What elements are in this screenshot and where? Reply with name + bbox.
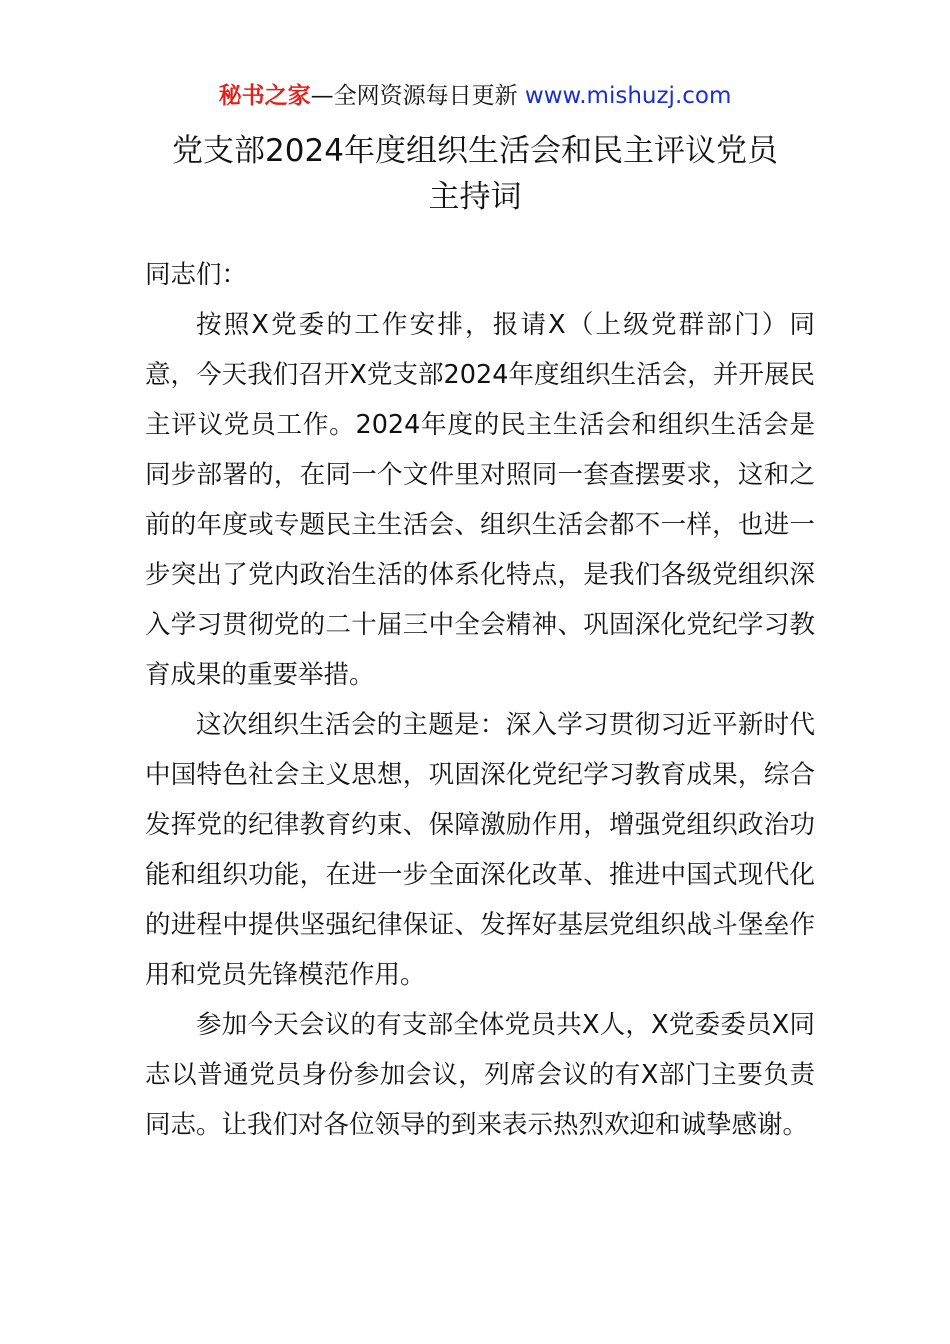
site-header xyxy=(0,80,950,112)
document-title xyxy=(100,128,850,220)
paragraph-2: 这次组织生活会的主题是：深入学习贯彻习近平新时代中国特色社会主义思想，巩固深化党纪学习教育成果，综合发挥党的纪律教育约束、保障激励作用，增强党组织政治功能和组织功能，在进一步全面深化改革、推进中国式现代化的进程中提供坚强纪律保证、发挥好基层党组织战斗堡垒作用和党员先锋模范作用。 xyxy=(145,710,815,990)
paragraph-3: 参加今天会议的有支部全体党员共X人，X党委委员X同志以普通党员身份参加会议，列席会议的有X部门主要负责同志。让我们对各位领导的到来表示热烈欢迎和诚挚感谢。 xyxy=(145,1010,815,1140)
title-line-1: 党支部2024年度组织生活会和民主评议党员 xyxy=(172,133,778,169)
salutation: 同志们： xyxy=(145,260,248,290)
title-line-2: 主持词 xyxy=(428,179,522,215)
site-url-link[interactable]: www.mishuzj.com xyxy=(524,83,732,109)
document-body xyxy=(145,250,815,1150)
paragraph-1: 按照X党委的工作安排，报请X（上级党群部门）同意，今天我们召开X党支部2024年度组织生活会，并开展民主评议党员工作。2024年度的民主生活会和组织生活会是同步部署的，在同一个文件里对照同一套查摆要求，这和之前的年度或专题民主生活会、组织生活会都不一样，也进一步突出了党内政治生活的体系化特点，是我们各级党组织深入学习贯彻党的二十届三中全会精神、巩固深化党纪学习教育成果的重要举措。 xyxy=(145,310,815,690)
site-tagline: —全网资源每日更新 xyxy=(310,83,518,109)
site-name: 秘书之家 xyxy=(218,83,311,109)
